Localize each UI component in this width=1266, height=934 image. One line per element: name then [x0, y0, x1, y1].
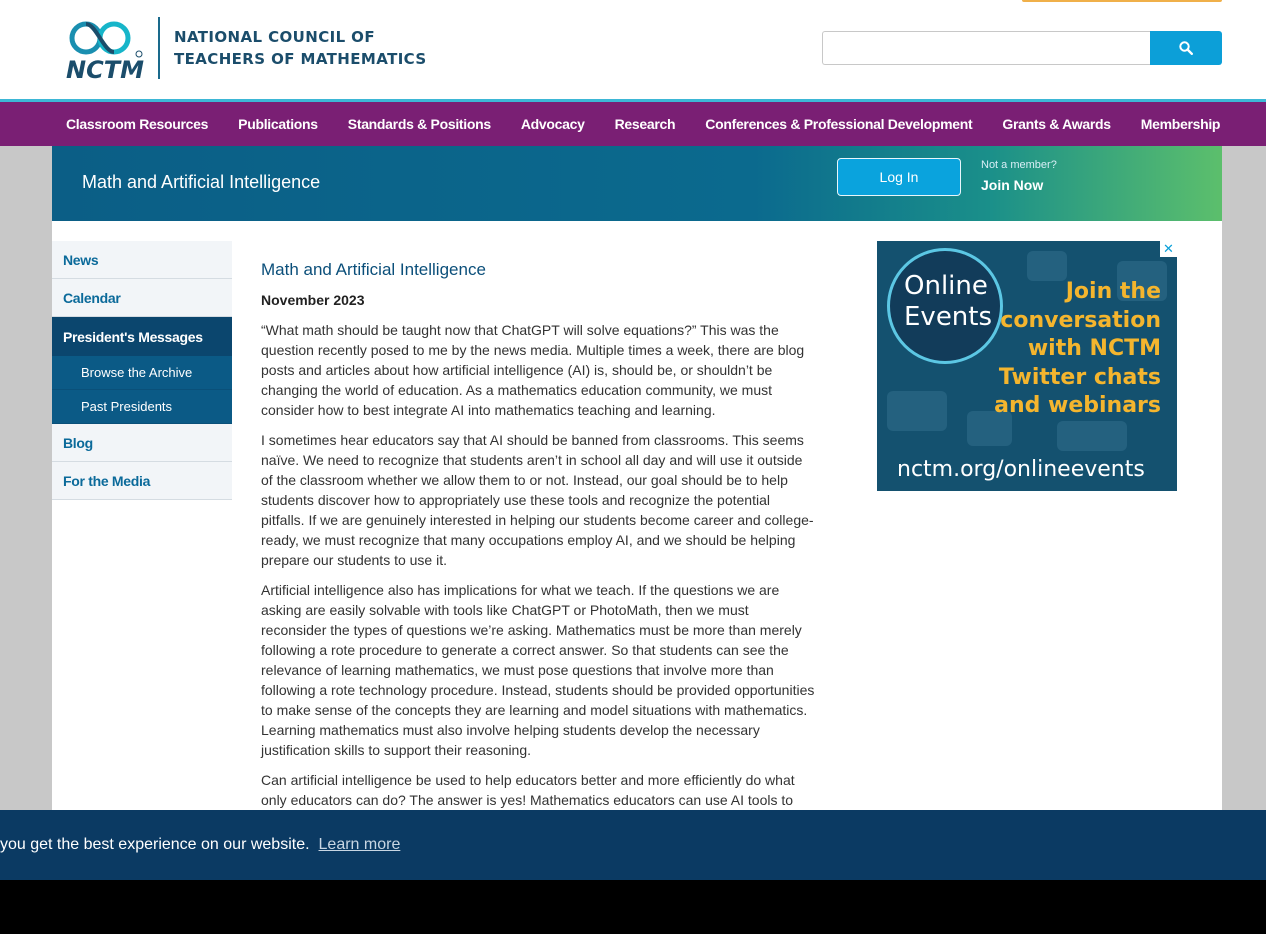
nav-advocacy[interactable]: Advocacy — [520, 116, 585, 132]
logo-divider — [158, 17, 160, 79]
login-button[interactable]: Log In — [837, 158, 961, 196]
sidebar-item-blog[interactable]: Blog — [52, 424, 232, 462]
top-tab[interactable] — [1022, 0, 1222, 2]
nctm-logo-mark — [66, 16, 146, 80]
ad-headline-line4: Twitter chats — [998, 364, 1161, 390]
ad-close-icon[interactable]: ✕ — [1160, 241, 1177, 257]
article-paragraph: I sometimes hear educators say that AI should be banned from classrooms. This seems naïve. We need to recognize that students aren’t in school all day and will use it outside of the classroom whether we allow them to or not. Instead, our goal should be to help students discover how to appropriately use these tools and recognize the potential pitfalls. If we are genuinely interested in helping our students become career and college-ready, we must recognize that many occupations employ AI, and we should be helping prepare our students to use it. — [261, 432, 814, 568]
page-content — [52, 146, 1222, 810]
cookie-banner — [0, 810, 1266, 880]
search-button[interactable] — [1150, 31, 1222, 65]
article — [261, 259, 817, 820]
site-header — [0, 0, 1266, 100]
logo-text — [174, 26, 427, 70]
sidebar-item-calendar[interactable]: Calendar — [52, 279, 232, 317]
online-events-ad[interactable] — [877, 241, 1177, 491]
nctm-logo[interactable] — [66, 16, 427, 80]
ad-headline-line3: with NCTM — [1027, 336, 1161, 361]
logo-line2: TEACHERS OF MATHEMATICS — [174, 50, 427, 68]
nctm-abbr: NCTM — [66, 56, 144, 80]
nav-research[interactable]: Research — [614, 116, 676, 132]
main-nav — [0, 102, 1266, 146]
sidebar — [52, 241, 232, 500]
nav-conferences[interactable]: Conferences & Professional Development — [705, 116, 973, 132]
nav-grants-awards[interactable]: Grants & Awards — [1002, 116, 1111, 132]
sidebar-subitem-past-presidents[interactable]: Past Presidents — [52, 390, 232, 424]
ad-circle-line1: Online — [904, 271, 988, 301]
ad-headline — [994, 278, 1161, 421]
sidebar-item-presidents-messages[interactable]: President's Messages — [52, 317, 232, 356]
article-paragraph: “What math should be taught now that ChatGPT will solve equations?” This was the question recently posed to me by the news media. Multiple times a week, there are blog posts and articles about how artificial intelligence (AI) is, should be, or shouldn’t be changing the world of education. As a mathematics education community, we must consider how to best integrate AI into mathematics teaching and learning. — [261, 322, 805, 418]
logo-line1: NATIONAL COUNCIL OF — [174, 28, 375, 46]
ad-url: nctm.org/onlineevents — [897, 457, 1145, 482]
search-bar — [822, 31, 1222, 65]
banner-title: Math and Artificial Intelligence — [82, 172, 321, 192]
nav-publications[interactable]: Publications — [238, 116, 318, 132]
ad-headline-line1: Join the — [1065, 279, 1161, 304]
article-paragraph: Artificial intelligence also has implications for what we teach. If the questions we are asking are easily solvable with tools like ChatGPT or PhotoMath, then we must reconsider the types of questions we’re asking. Mathematics must be more than merely following a rote procedure to generate a correct answer. So that students can see the relevance of learning mathematics, we must pose questions that involve more than following a rote technology procedure. Instead, students should be provided opportunities to make sense of the concepts they are learning and model situations with mathematics. Learning mathematics must also involve helping students develop the necessary justification skills to support their reasoning. — [261, 582, 815, 758]
ad-decor-shape — [887, 391, 947, 431]
not-member-text: Not a member? — [981, 159, 1057, 171]
ad-headline-line2: conversation — [1000, 307, 1161, 333]
ad-decor-shape — [1027, 251, 1067, 281]
search-icon — [1179, 41, 1193, 55]
nav-membership[interactable]: Membership — [1140, 116, 1221, 132]
page-banner — [52, 146, 1222, 221]
ad-circle-line2: Events — [904, 302, 993, 332]
ad-headline-line5: and webinars — [994, 393, 1161, 418]
sidebar-item-news[interactable]: News — [52, 241, 232, 279]
sidebar-subitem-browse-archive[interactable]: Browse the Archive — [52, 356, 232, 390]
article-date: November 2023 — [261, 292, 365, 308]
bottom-bar — [0, 880, 1266, 934]
ad-decor-shape — [1057, 421, 1127, 451]
nav-standards-positions[interactable]: Standards & Positions — [347, 116, 491, 132]
join-now-link[interactable]: Join Now — [981, 177, 1044, 193]
nav-classroom-resources[interactable]: Classroom Resources — [66, 116, 209, 132]
cookie-learn-more-link[interactable]: Learn more — [318, 836, 401, 853]
article-paragraph: Can artificial intelligence be used to help educators better and more efficiently do what only educators can do? The answer is yes! Mathematics educators can use AI tools to — [261, 772, 795, 808]
ad-circle-text — [904, 271, 992, 333]
search-input[interactable] — [822, 31, 1150, 65]
cookie-text: you get the best experience on our website. — [0, 836, 310, 853]
article-title: Math and Artificial Intelligence — [261, 260, 486, 279]
sidebar-item-for-the-media[interactable]: For the Media — [52, 462, 232, 500]
